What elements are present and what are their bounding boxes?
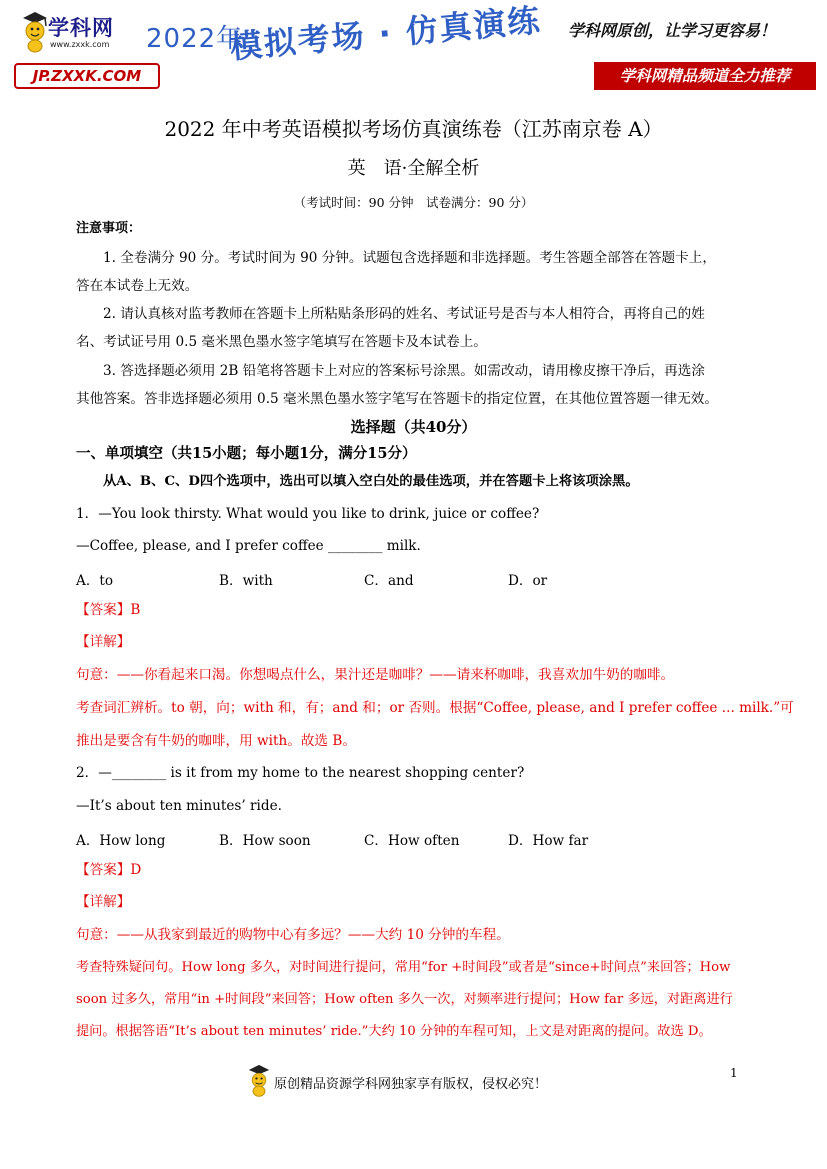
question-1-detail-label: 【详解】 — [76, 634, 131, 650]
footer-copyright: 原创精品资源学科网独家享有版权，侵权必究！ — [274, 1077, 548, 1092]
note-2-line-2: 名、考试证号用 0.5 毫米黑色墨水签字笔填写在答题卡及本试卷上。 — [76, 334, 487, 350]
note-3-line-2: 其他答案。答非选择题必须用 0.5 毫米黑色墨水签字笔写在答题卡的指定位置，在其他位置答题一律无效。 — [76, 391, 718, 407]
question-1-analysis-2: 推出是要含有牛奶的咖啡，用 with。故选 B。 — [76, 733, 356, 749]
part-1-instruction: 从A、B、C、D四个选项中，选出可以填入空白处的最佳选项，并在答题卡上将该项涂黑。 — [103, 474, 639, 489]
page-subtitle: 英 语·全解全析 — [347, 158, 480, 179]
logo — [20, 10, 130, 54]
question-1-option-d: D．or — [508, 573, 548, 589]
question-1-analysis-1: 考查词汇辨析。to 朝，向；with 和，有；and 和；or 否则。根据“Coffee, please, and I prefer coffee ... milk.”可 — [76, 700, 794, 716]
question-2-option-d: D．How far — [508, 833, 589, 849]
logo-url: www.zxxk.com — [50, 40, 110, 49]
brand-banner: 模拟考场 · 仿真演练 — [228, 1, 543, 67]
page-title: 2022 年中考英语模拟考场仿真演练卷（江苏南京卷 A） — [164, 117, 663, 141]
question-2-analysis-3: 提问。根据答语“It’s about ten minutes’ ride.”大约 10 分钟的车程可知，上文是对距离的提问。故选 D。 — [76, 1024, 712, 1039]
question-1-option-b: B．with — [219, 573, 273, 589]
question-2-detail-label: 【详解】 — [76, 894, 131, 910]
question-2-stem-2: —It’s about ten minutes’ ride. — [76, 798, 282, 814]
question-1-meaning: 句意：——你看起来口渴。你想喝点什么，果汁还是咖啡？——请来杯咖啡，我喜欢加牛奶的咖啡。 — [76, 667, 675, 683]
question-2-stem-1: 2．—________ is it from my home to the nearest shopping center? — [76, 765, 525, 781]
note-2-line-1: 2. 请认真核对监考教师在答题卡上所粘贴条形码的姓名、考试证号是否与本人相符合，再将自己的姓 — [103, 306, 705, 322]
question-2-option-c: C．How often — [364, 833, 460, 849]
notes-heading: 注意事项： — [76, 221, 142, 236]
question-1-option-c: C．and — [364, 573, 414, 589]
question-2-meaning: 句意：——从我家到最近的购物中心有多远？——大约 10 分钟的车程。 — [76, 927, 510, 943]
section-heading: 选择题（共40分） — [350, 418, 477, 436]
question-1-stem-2: —Coffee, please, and I prefer coffee ________ milk. — [76, 538, 421, 554]
site-link[interactable]: JP.ZXXK.COM — [14, 63, 160, 89]
page-number: 1 — [730, 1066, 738, 1080]
question-1-answer: 【答案】B — [76, 602, 141, 618]
question-2-answer: 【答案】D — [76, 862, 142, 878]
question-2-option-b: B．How soon — [219, 833, 311, 849]
question-2-analysis-1: 考查特殊疑问句。How long 多久，对时间进行提问，常用“for +时间段”或者是“since+时间点”来回答；How — [76, 960, 731, 975]
logo-title: 学科网 — [48, 16, 114, 40]
note-1-line-1: 1. 全卷满分 90 分。考试时间为 90 分钟。试题包含选择题和非选择题。考生答题全部答在答题卡上， — [103, 250, 716, 266]
note-3-line-1: 3. 答选择题必须用 2B 铅笔将答题卡上对应的答案标号涂黑。如需改动，请用橡皮擦干净后，再选涂 — [103, 363, 705, 379]
mascot-icon — [246, 1064, 272, 1098]
part-1-heading: 一、单项填空（共15小题；每小题1分，满分15分） — [76, 445, 417, 462]
slogan: 学科网原创，让学习更容易！ — [568, 21, 777, 40]
mascot-icon — [20, 10, 50, 54]
question-2-option-a: A．How long — [76, 833, 166, 849]
question-2-analysis-2: soon 过多久，常用“in +时间段”来回答；How often 多久一次，对频率进行提问；How far 多远，对距离进行 — [76, 992, 733, 1007]
year-label: 2022年 — [146, 24, 244, 54]
note-1-line-2: 答在本试卷上无效。 — [76, 278, 199, 294]
question-1-option-a: A．to — [76, 573, 114, 589]
recommend-banner: 学科网精品频道全力推荐 — [594, 62, 816, 90]
exam-info: （考试时间：90 分钟 试卷满分：90 分） — [293, 195, 534, 210]
question-1-stem-1: 1．—You look thirsty. What would you like to drink, juice or coffee? — [76, 506, 540, 522]
